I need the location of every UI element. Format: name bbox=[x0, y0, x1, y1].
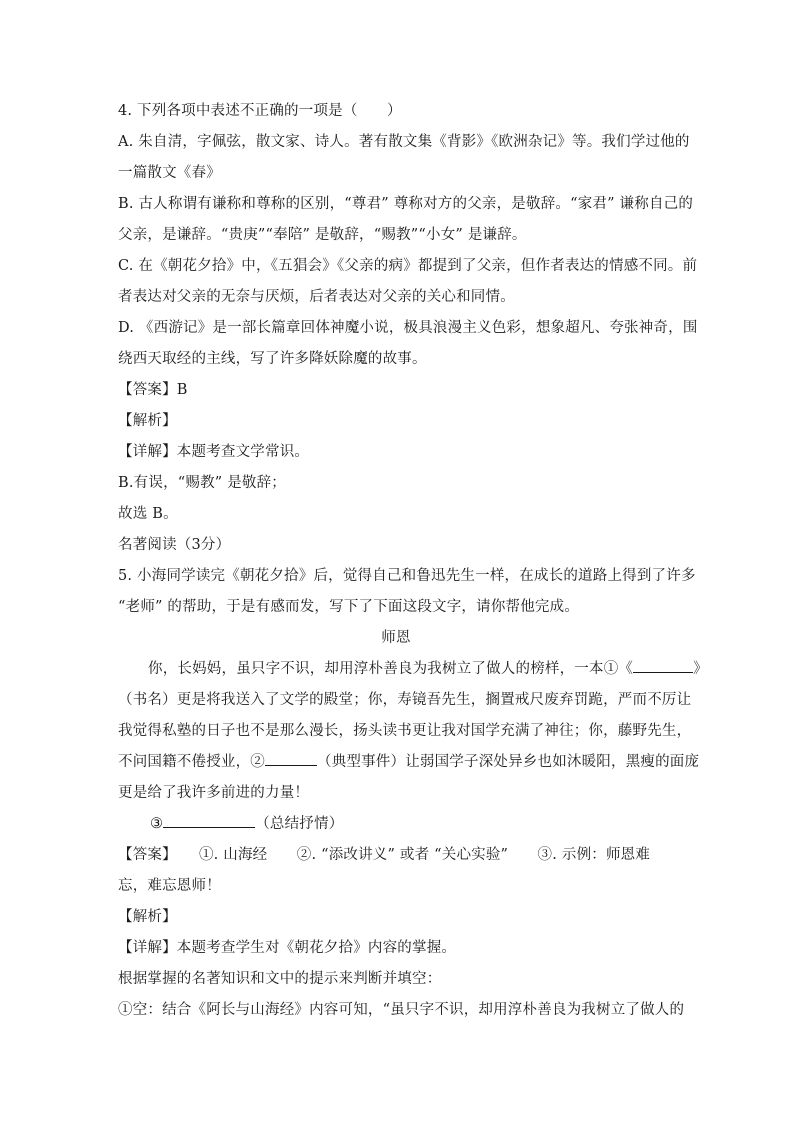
q4-detail: 【详解】本题考查文学常识。 bbox=[118, 444, 310, 460]
q4-option-d-line1: D. 《西游记》是一部长篇章回体神魔小说，极具浪漫主义色彩，想象超凡、夸张神奇，围 bbox=[118, 320, 698, 336]
q4-option-a-line1: A. 朱自清，字佩弦，散文家、诗人。著有散文集《背影》《欧洲杂记》等。我们学过他的 bbox=[118, 134, 690, 150]
passage-line6 bbox=[118, 809, 674, 840]
q4-reason: B.有误，“赐教” 是敬辞； bbox=[118, 475, 286, 491]
fill-blank-3 bbox=[163, 810, 255, 828]
passage-line4-rest: （典型事件）让弱国学子深处异乡也如沐暖阳，黑瘦的面庞 bbox=[317, 754, 700, 770]
passage-line6-note: （总结抒情） bbox=[255, 816, 344, 832]
passage-title: 师恩 bbox=[381, 630, 411, 646]
q5-detail: 【详解】本题考查学生对《朝花夕拾》内容的掌握。 bbox=[118, 940, 457, 956]
q4-stem: 4. 下列各项中表述不正确的一项是（ ） bbox=[118, 103, 402, 119]
q4-option-b-line1: B. 古人称谓有谦称和尊称的区别，“尊君” 尊称对方的父亲，是敬辞。“家君” 谦称自己的 bbox=[118, 196, 694, 212]
q5-answer-line2: 忘，难忘恩师！ bbox=[118, 878, 221, 894]
q5-stem-line1: 5. 小海同学读完《朝花夕拾》后，觉得自己和鲁迅先生一样，在成长的道路上得到了许多 bbox=[118, 568, 696, 584]
q5-blank1-explanation: ①空：结合《阿长与山海经》内容可知，“虽只字不识，却用淳朴善良为我树立了做人的 bbox=[118, 1002, 685, 1018]
q5-analysis-heading: 【解析】 bbox=[118, 909, 177, 925]
q5-stem-line2: “老师” 的帮助，于是有感而发，写下了下面这段文字，请你帮他完成。 bbox=[118, 599, 580, 615]
q4-option-d-line2: 绕西天取经的主线，写了许多降妖除魔的故事。 bbox=[118, 351, 427, 367]
q4-option-a-line2: 一篇散文《春》 bbox=[118, 165, 221, 181]
section-heading: 名著阅读（3分） bbox=[118, 537, 231, 553]
passage-line1-text: 你，长妈妈，虽只字不识，却用淳朴善良为我树立了做人的榜样，一本①《 bbox=[148, 661, 634, 677]
passage-line4 bbox=[118, 747, 700, 778]
fill-blank-1 bbox=[633, 655, 693, 673]
passage-line2: （书名）更是将我送入了文学的殿堂；你，寿镜吾先生，搁置戒尺废弃罚跪，严而不厉让 bbox=[118, 692, 692, 708]
passage-line4-text: 不问国籍不倦授业，② bbox=[118, 754, 265, 770]
q4-option-b-line2: 父亲，是谦辞。“贵庚”“奉陪” 是敬辞，“赐教”“小女” 是谦辞。 bbox=[118, 227, 527, 243]
document-page bbox=[118, 96, 708, 1026]
q4-choice: 故选 B。 bbox=[118, 506, 178, 522]
fill-blank-2 bbox=[265, 748, 317, 766]
passage-line5: 更是给了我许多前进的力量！ bbox=[118, 785, 310, 801]
q4-analysis-heading: 【解析】 bbox=[118, 413, 177, 429]
q5-method: 根据掌握的名著知识和文中的提示来判断并填空： bbox=[118, 971, 442, 987]
q4-option-c-line2: 者表达对父亲的无奈与厌烦，后者表达对父亲的关心和同情。 bbox=[118, 289, 515, 305]
passage-line3: 我觉得私塾的日子也不是那么漫长，扬头读书更让我对国学充满了神往；你，藤野先生， bbox=[118, 723, 692, 739]
q4-option-c-line1: C. 在《朝花夕拾》中，《五猖会》《父亲的病》都提到了父亲，但作者表达的情感不同。前 bbox=[118, 258, 698, 274]
passage-line1 bbox=[118, 654, 708, 685]
q5-answer-line1: 【答案】 ①. 山海经 ②. “添改讲义” 或者 “关心实验” ③. 示例：师恩难 bbox=[118, 847, 651, 863]
q4-answer: 【答案】B bbox=[118, 382, 188, 398]
passage-line6-num: ③ bbox=[150, 816, 164, 832]
passage-line1-close: 》 bbox=[693, 661, 708, 677]
